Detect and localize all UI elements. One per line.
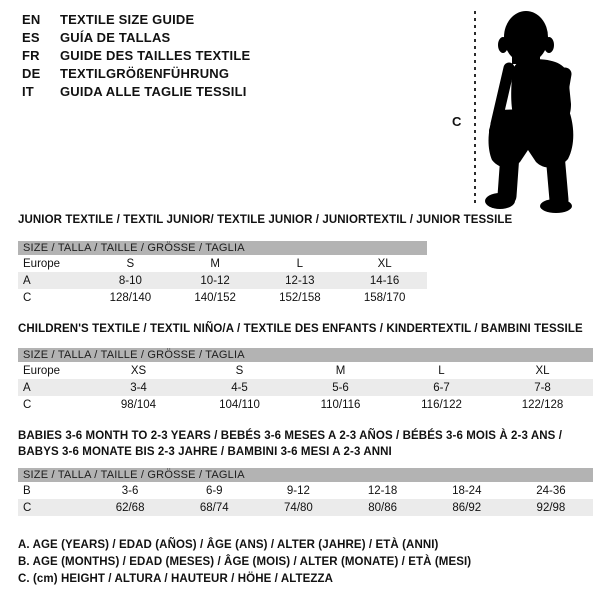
language-title: GUÍA DE TALLAS bbox=[60, 30, 171, 45]
section-babies bbox=[18, 428, 593, 516]
language-title: GUIDE DES TAILLES TEXTILE bbox=[60, 48, 251, 63]
table-row-height bbox=[18, 499, 593, 516]
language-row-es bbox=[22, 29, 250, 47]
size-cell: 7-8 bbox=[534, 381, 551, 394]
size-cell: 12-18 bbox=[367, 484, 398, 497]
language-title: GUIDA ALLE TAGLIE TESSILI bbox=[60, 84, 247, 99]
size-cell: 10-12 bbox=[200, 274, 230, 287]
table-row-height bbox=[18, 289, 427, 306]
children-size-table bbox=[18, 348, 593, 413]
language-title: TEXTILGRÖßENFÜHRUNG bbox=[60, 66, 230, 81]
table-row-europe bbox=[18, 362, 593, 379]
row-label: B bbox=[23, 484, 31, 497]
size-cell: 116/122 bbox=[421, 398, 462, 411]
footnote-b: B. AGE (MONTHS) / EDAD (MESES) / ÂGE (MOIS) / ALTER (MONATE) / ETÀ (MESI) bbox=[18, 556, 472, 568]
language-code: DE bbox=[22, 66, 41, 81]
measurement-figure bbox=[450, 4, 600, 214]
baby-silhouette-svg bbox=[450, 4, 600, 214]
language-row-en bbox=[22, 11, 250, 29]
size-cell: 158/170 bbox=[363, 291, 406, 304]
size-cell: XL bbox=[535, 364, 550, 377]
size-cell: 6-9 bbox=[205, 484, 223, 497]
height-measure-label: C bbox=[452, 114, 462, 129]
table-row-age bbox=[18, 379, 593, 396]
size-cell: 86/92 bbox=[452, 501, 482, 514]
table-row-age bbox=[18, 272, 427, 289]
footnotes bbox=[18, 537, 593, 588]
size-cell: 122/128 bbox=[521, 398, 564, 411]
section-title-children: CHILDREN'S TEXTILE / TEXTIL NIÑO/A / TEXTILE DES ENFANTS / KINDERTEXTIL / BAMBINI TESSILE bbox=[18, 323, 583, 335]
section-title-junior: JUNIOR TEXTILE / TEXTIL JUNIOR/ TEXTILE JUNIOR / JUNIORTEXTIL / JUNIOR TESSILE bbox=[18, 214, 513, 226]
language-row-it bbox=[22, 83, 250, 101]
size-cell: M bbox=[335, 364, 346, 377]
size-cell: 3-4 bbox=[130, 381, 147, 394]
size-cell: 98/104 bbox=[120, 398, 157, 411]
language-code: ES bbox=[22, 30, 40, 45]
size-cell: 9-12 bbox=[286, 484, 310, 497]
size-cell: 74/80 bbox=[284, 501, 313, 514]
row-label: C bbox=[23, 398, 32, 411]
language-title: TEXTILE SIZE GUIDE bbox=[60, 12, 195, 27]
size-header-bar: SIZE / TALLA / TAILLE / GRÖSSE / TAGLIA bbox=[18, 348, 593, 362]
size-cell: 8-10 bbox=[118, 274, 142, 287]
size-cell: 80/86 bbox=[368, 501, 397, 514]
size-cell: XL bbox=[377, 257, 392, 270]
language-code: IT bbox=[22, 84, 34, 99]
row-label: A bbox=[23, 381, 31, 394]
size-cell: XS bbox=[130, 364, 147, 377]
row-label: C bbox=[23, 291, 32, 304]
size-cell: 62/68 bbox=[115, 501, 145, 514]
language-code: EN bbox=[22, 12, 41, 27]
table-row-height bbox=[18, 396, 593, 413]
footnote-a: A. AGE (YEARS) / EDAD (AÑOS) / ÂGE (ANS) / ALTER (JAHRE) / ETÀ (ANNI) bbox=[18, 539, 439, 551]
size-cell: L bbox=[296, 257, 304, 270]
table-row-months bbox=[18, 482, 593, 499]
section-children bbox=[18, 322, 593, 413]
size-cell: 140/152 bbox=[194, 291, 236, 304]
language-row-de bbox=[22, 65, 250, 83]
size-cell: 152/158 bbox=[279, 291, 321, 304]
size-cell: 6-7 bbox=[433, 381, 450, 394]
size-cell: 104/110 bbox=[219, 398, 260, 411]
size-cell: S bbox=[235, 364, 244, 377]
section-junior bbox=[18, 213, 593, 306]
row-label: Europe bbox=[23, 364, 61, 377]
row-label: A bbox=[23, 274, 31, 287]
babies-size-table bbox=[18, 468, 593, 516]
footnote-c: C. (cm) HEIGHT / ALTURA / HAUTEUR / HÖHE / ALTEZZA bbox=[18, 573, 334, 585]
size-cell: M bbox=[210, 257, 220, 270]
size-cell: 3-6 bbox=[121, 484, 139, 497]
size-cell: 12-13 bbox=[285, 274, 315, 287]
size-cell: 18-24 bbox=[452, 484, 482, 497]
size-cell: 5-6 bbox=[332, 381, 349, 394]
size-header-bar: SIZE / TALLA / TAILLE / GRÖSSE / TAGLIA bbox=[18, 241, 427, 255]
size-cell: 68/74 bbox=[199, 501, 229, 514]
size-header-bar: SIZE / TALLA / TAILLE / GRÖSSE / TAGLIA bbox=[18, 468, 593, 482]
size-cell: L bbox=[438, 364, 445, 377]
tables-content bbox=[18, 213, 593, 588]
size-cell: 4-5 bbox=[231, 381, 248, 394]
size-cell: 110/116 bbox=[320, 398, 361, 411]
language-row-fr bbox=[22, 47, 250, 65]
section-title-babies: BABIES 3-6 MONTH TO 2-3 YEARS / BEBÉS 3-6 MESES A 2-3 AÑOS / BÉBÉS 3-6 MOIS À 2-3 ANS / BABYS 3-6 MONATE BIS 2-3 JAHRE / BAMBINI 3-6 MESI A 2-3 ANNI bbox=[18, 430, 562, 458]
size-cell: 24-36 bbox=[536, 484, 566, 497]
size-cell: 128/140 bbox=[109, 291, 152, 304]
size-cell: S bbox=[126, 257, 135, 270]
language-code: FR bbox=[22, 48, 40, 63]
size-cell: 92/98 bbox=[536, 501, 566, 514]
baby-silhouette-icon bbox=[485, 11, 573, 213]
junior-size-table bbox=[18, 241, 427, 306]
row-label: C bbox=[23, 501, 32, 514]
language-header bbox=[22, 11, 250, 101]
row-label: Europe bbox=[23, 257, 61, 270]
table-row-europe bbox=[18, 255, 427, 272]
size-cell: 14-16 bbox=[369, 274, 400, 287]
